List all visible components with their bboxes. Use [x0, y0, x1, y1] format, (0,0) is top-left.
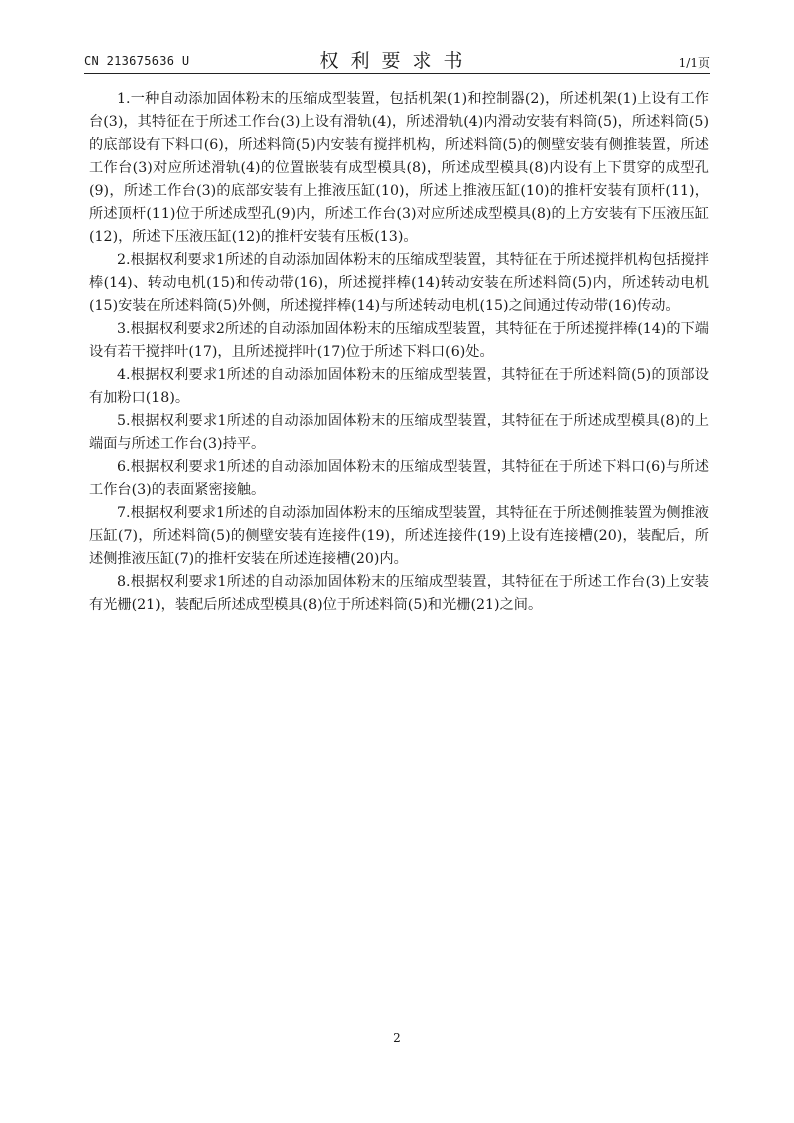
page-header [84, 44, 710, 72]
page-number: 2 [393, 1031, 401, 1045]
claim-7: 7.根据权利要求1所述的自动添加固体粉末的压缩成型装置，其特征在于所述侧推装置为侧推液压缸(7)，所述料筒(5)的侧壁安装有连接件(19)，所述连接件(19)上设有连接槽(20)，装配后，所述侧推液压缸(7)的推杆安装在所述连接槽(20)内。 [89, 505, 709, 567]
page-indicator: 1/1页 [678, 56, 710, 70]
claim-5: 5.根据权利要求1所述的自动添加固体粉末的压缩成型装置，其特征在于所述成型模具(8)的上端面与所述工作台(3)持平。 [89, 413, 709, 452]
page-title: 权利要求书 [319, 50, 475, 72]
claim-6: 6.根据权利要求1所述的自动添加固体粉末的压缩成型装置，其特征在于所述下料口(6)与所述工作台(3)的表面紧密接触。 [89, 459, 709, 498]
claim-8: 8.根据权利要求1所述的自动添加固体粉末的压缩成型装置，其特征在于所述工作台(3)上安装有光栅(21)，装配后所述成型模具(8)位于所述料筒(5)和光栅(21)之间。 [89, 574, 709, 613]
claim-3: 3.根据权利要求2所述的自动添加固体粉末的压缩成型装置，其特征在于所述搅拌棒(14)的下端设有若干搅拌叶(17)，且所述搅拌叶(17)位于所述下料口(6)处。 [89, 321, 709, 360]
claims-list [89, 88, 709, 617]
document-number: CN 213675636 U [84, 54, 190, 68]
header-divider [84, 73, 710, 74]
claim-2: 2.根据权利要求1所述的自动添加固体粉末的压缩成型装置，其特征在于所述搅拌机构包括搅拌棒(14)、转动电机(15)和传动带(16)，所述搅拌棒(14)转动安装在所述料筒(5)内，所述转动电机(15)安装在所述料筒(5)外侧，所述搅拌棒(14)与所述转动电机(15)之间通过传动带(16)传动。 [89, 252, 709, 314]
claim-4: 4.根据权利要求1所述的自动添加固体粉末的压缩成型装置，其特征在于所述料筒(5)的顶部设有加粉口(18)。 [89, 367, 709, 406]
claim-1: 1.一种自动添加固体粉末的压缩成型装置，包括机架(1)和控制器(2)，所述机架(1)上设有工作台(3)，其特征在于所述工作台(3)上设有滑轨(4)，所述滑轨(4)内滑动安装有料筒(5)，所述料筒(5)的底部设有下料口(6)，所述料筒(5)内安装有搅拌机构，所述料筒(5)的侧壁安装有侧推装置，所述工作台(3)对应所述滑轨(4)的位置嵌装有成型模具(8)，所述成型模具(8)内设有上下贯穿的成型孔(9)，所述工作台(3)的底部安装有上推液压缸(10)，所述上推液压缸(10)的推杆安装有顶杆(11)，所述顶杆(11)位于所述成型孔(9)内，所述工作台(3)对应所述成型模具(8)的上方安装有下压液压缸(12)，所述下压液压缸(12)的推杆安装有压板(13)。 [89, 91, 709, 245]
